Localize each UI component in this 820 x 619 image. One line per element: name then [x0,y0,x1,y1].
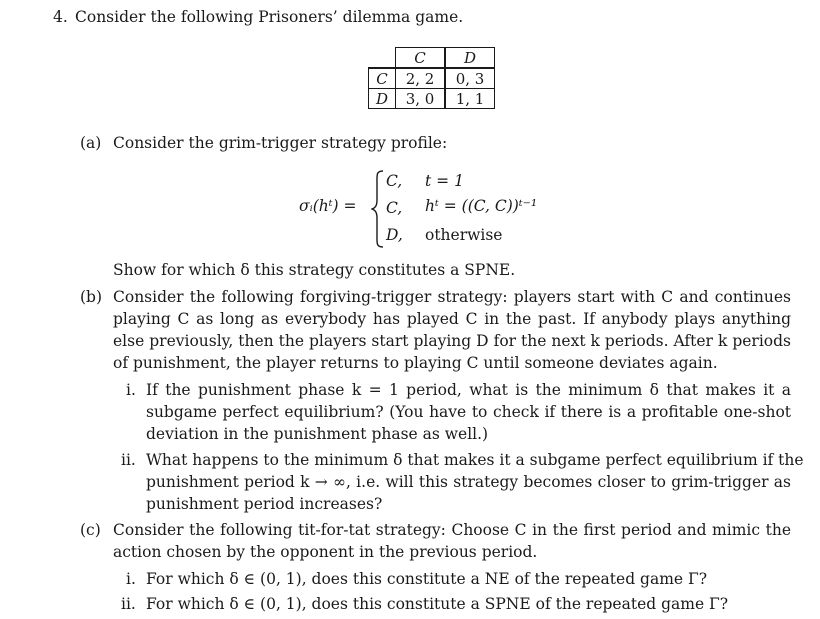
cases-brace-icon [371,170,385,248]
part-b-line-1: Consider the following forgiving-trigger strategy: players start with C and continues [113,288,791,306]
part-a-label: (a) [80,134,102,152]
part-c-line-2: action chosen by the opponent in the previous period. [113,543,538,561]
part-c-i-label: i. [126,570,136,588]
row-header-c: C [369,68,396,89]
case-1-condition: t = 1 [425,172,464,190]
part-b-ii-line-1: What happens to the minimum δ that makes it a subgame perfect equilibrium if the [146,451,804,469]
payoff-row-c [369,68,495,89]
part-c-label: (c) [80,521,101,539]
payoff-cell-cc: 2, 2 [396,68,446,89]
payoff-table-header-row [369,48,495,69]
question-prompt: Consider the following Prisoners’ dilemma game. [75,8,464,26]
part-b-ii-line-2: punishment period k → ∞, i.e. will this strategy becomes closer to grim-trigger as [146,473,791,491]
payoff-cell-dd: 1, 1 [445,89,495,109]
part-b-line-4: of punishment, the player returns to playing C until someone deviates again. [113,354,718,372]
case-3-condition: otherwise [425,226,503,244]
case-1-action: C, [386,172,403,190]
part-b-ii-label: ii. [121,451,136,469]
part-b-line-3: else previously, then the players start playing D for the next k periods. After k periods [113,332,791,350]
payoff-cell-dc: 3, 0 [396,89,446,109]
case-2-condition: hᵗ = ((C, C))ᵗ⁻¹ [425,197,538,215]
payoff-row-d [369,89,495,109]
payoff-table [368,47,495,109]
case-3-action: D, [386,226,403,244]
case-2-action: C, [386,199,403,217]
part-c-line-1: Consider the following tit-for-tat strategy: Choose C in the first period and mimic the [113,521,791,539]
part-c-ii-text: For which δ ∈ (0, 1), does this constitute a SPNE of the repeated game Γ? [146,595,729,613]
part-a-intro: Consider the grim-trigger strategy profile: [113,134,448,152]
row-header-d: D [369,89,396,109]
part-c-i-text: For which δ ∈ (0, 1), does this constitute a NE of the repeated game Γ? [146,570,708,588]
strategy-formula-lhs: σᵢ(hᵗ) = [299,197,357,215]
part-b-i-line-1: If the punishment phase k = 1 period, what is the minimum δ that makes it a [146,381,791,399]
part-b-i-line-2: subgame perfect equilibrium? (You have to check if there is a profitable one-shot [146,403,791,421]
part-b-i-line-3: deviation in the punishment phase as well.) [146,425,489,443]
payoff-cell-cd: 0, 3 [445,68,495,89]
payoff-table-corner [369,48,396,69]
part-b-label: (b) [80,288,103,306]
part-c-ii-label: ii. [121,595,136,613]
col-header-d: D [445,48,495,69]
part-b-ii-line-3: punishment period increases? [146,495,383,513]
part-b-i-label: i. [126,381,136,399]
part-a-task: Show for which δ this strategy constitutes a SPNE. [113,261,516,279]
question-number: 4. [53,8,68,26]
part-b-line-2: playing C as long as everybody has played C in the past. If anybody plays anything [113,310,791,328]
col-header-c: C [396,48,446,69]
